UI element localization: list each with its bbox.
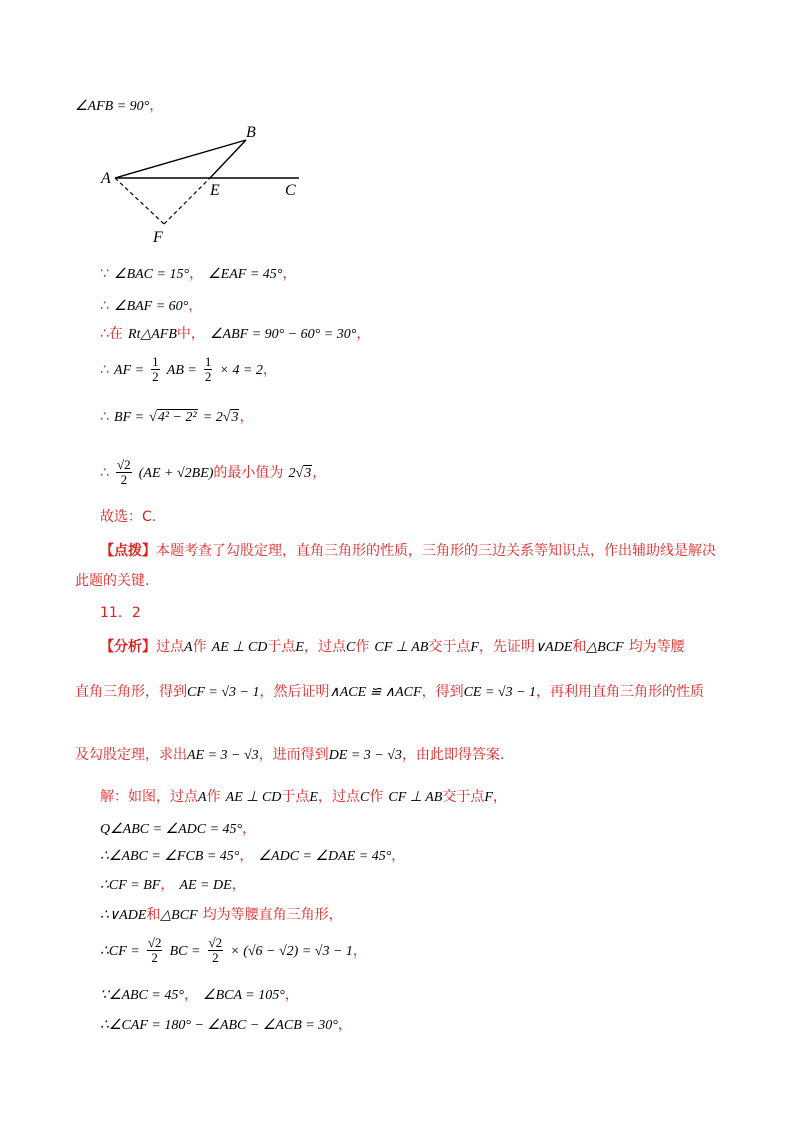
fraction-half: $\frac{1}{2}$ [152,354,159,384]
analysis-line-2: 直角三角形，得到CF = √3 − 1，然后证明∧ACE ≌ ∧ACF，得到CE = √3 − 1，再利用直角三角形的性质 [75,684,705,700]
solution-line-8: ∴∠CAF = 180° − ∠ABC − ∠ACB = 30°， [100,1017,352,1033]
solution-line-6: ∴CF = $\frac{√2}{2}$ BC = $\frac{√2}{2}$ × (√6 − √2) = √3 − 1， [100,935,367,965]
line-since-1: ∵ ∠BAC = 15°， ∠EAF = 45°， [100,266,297,282]
segment-fe [164,178,210,224]
fraction-root2-over-2-b: $\frac{√2}{2}$ [208,935,223,965]
sqrt-3: √3 [222,410,239,425]
solution-line-2: Q∠ABC = ∠ADC = 45°， [100,821,257,837]
geometry-figure [95,120,315,245]
fraction-half-2: $\frac{1}{2}$ [204,354,212,384]
label-a: A [101,170,111,187]
label-b: B [246,124,256,141]
line-angle-afb: ∠AFB = 90°， [75,98,164,114]
segment-af [115,178,164,224]
solution-line-3: ∴∠ABC = ∠FCB = 45°， ∠ADC = ∠DAE = 45°， [100,848,406,864]
question-11-answer: 11．2 [100,605,141,621]
sqrt-3-min: √3 [295,466,312,481]
line-therefore-1: ∴ ∠BAF = 60°， [100,298,203,314]
comment-line-1: 【点拨】本题考查了勾股定理，直角三角形的性质，三角形的三边关系等知识点，作出辅助线是解决 [100,543,716,559]
solution-line-5: ∴∨ADE和△BCF 均为等腰直角三角形， [100,907,343,923]
label-e: E [210,182,220,199]
line-therefore-3: ∴ AF = $\frac{1}{2}$ AB = $\frac{1}{2}$ × 4 = 2， [100,354,277,384]
fraction-root2-over-2-a: $\frac{√2}{2}$ [147,935,162,965]
comment-line-2: 此题的关键. [75,573,150,589]
line-therefore-5: ∴ $\frac{√2}{2}$ (AE + √2BE)的最小值为 2√3， [100,457,327,487]
solution-line-7: ∵∠ABC = 45°， ∠BCA = 105°， [100,987,299,1003]
label-c: C [285,182,296,199]
fraction-root2-over-2: $\frac{√2}{2}$ [117,457,131,487]
line-therefore-2: ∴在 Rt△AFB中， ∠ABF = 90° − 60° = 30°， [100,326,371,342]
solution-line-1: 解：如图，过点A作 AE ⊥ CD于点E，过点C作 CF ⊥ AB交于点F， [100,789,507,805]
line-therefore-4: ∴ BF = √4² − 2² = 2√3， [100,409,254,425]
answer-choice: 故选：C. [100,509,157,525]
segment-ab [115,140,246,178]
analysis-line-3: 及勾股定理，求出AE = 3 − √3，进而得到DE = 3 − √3，由此即得答案. [75,747,505,763]
sqrt-expression: √4² − 2² [149,410,197,425]
solution-line-4: ∴CF = BF， AE = DE， [100,877,246,893]
analysis-line-1: 【分析】过点A作 AE ⊥ CD于点E，过点C作 CF ⊥ AB交于点F，先证明∨ADE和△BCF 均为等腰 [100,639,685,655]
label-f: F [153,229,163,245]
